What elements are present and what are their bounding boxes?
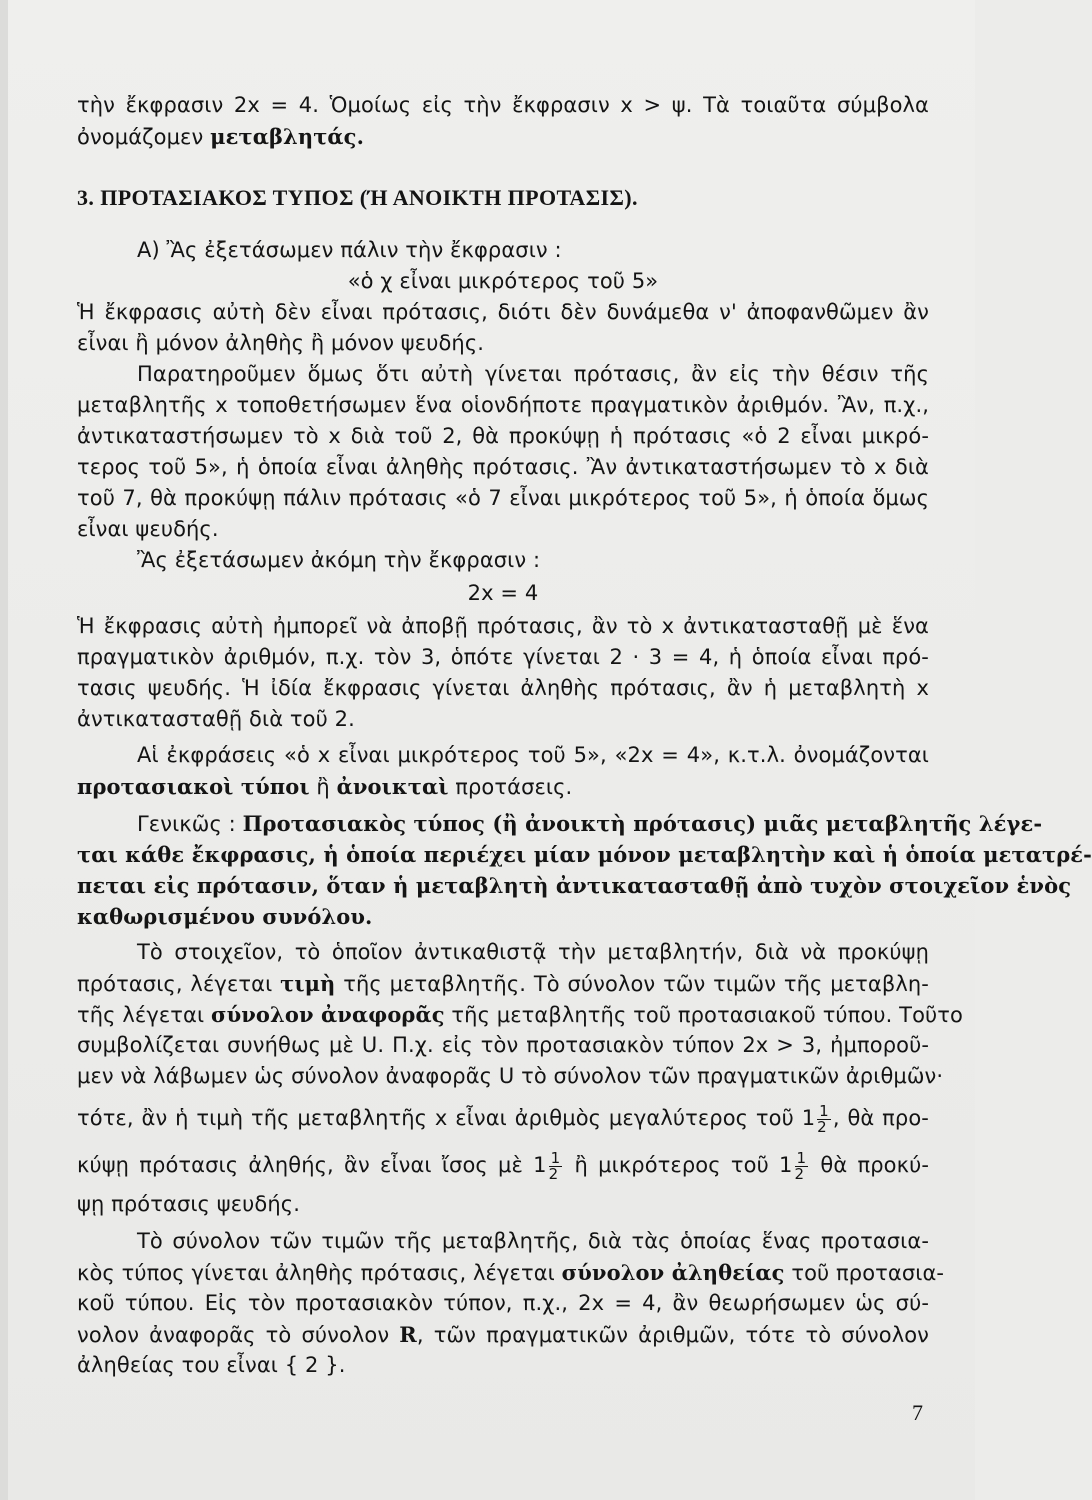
text-line [77,968,929,1000]
text-line [77,121,364,153]
text-line [77,1103,929,1135]
text-line [77,808,1043,840]
text-run: τασις ψευδής. Ἡ ἰδία ἔκφρασις γίνεται ἀληθὴς πρότασις, ἂν ἡ μεταβλητὴ x [77,676,929,700]
fraction [794,1148,809,1183]
text-line [77,1189,300,1220]
text-line [77,870,1072,902]
bold-term: καθωρισμένου συνόλου. [77,904,373,929]
text-run: Ἂς ἐξετάσωμεν ἀκόμη τὴν ἔκφρασιν : [137,548,541,572]
text-run: Γενικῶς : [137,812,243,836]
text-line [77,328,484,359]
text-run: κὸς τύπος γίνεται ἀληθὴς πρότασις, λέγεται [77,1261,562,1285]
text-line [77,1288,929,1319]
text-run: θὰ προκύ- [810,1153,930,1177]
text-line [77,359,929,390]
text-run: τὴν ἔκφρασιν 2x = 4. Ὁμοίως εἰς τὴν ἔκφρασιν x > ψ. Τὰ τοιαῦτα σύμβολα [77,93,929,117]
bold-term: προτασιακοὶ τύποι [77,774,310,799]
bold-term: ἀνοικταὶ [336,774,449,799]
text-run: τερος τοῦ 5», ἡ ὁποία εἶναι ἀληθὴς πρότασις. Ἂν ἀντικαταστήσωμεν τὸ x διὰ [77,455,929,479]
text-line [77,642,929,673]
text-line [77,937,929,968]
text-run: κοῦ τύπου. Εἰς τὸν προτασιακὸν τύπον, π.χ., 2x = 4, ἂν θεωρήσωμεν ὡς σύ- [77,1291,929,1315]
text-run: τῆς λέγεται [77,1003,211,1027]
fraction-numerator: 1 [796,1148,807,1167]
section-heading: 3. ΠΡΟΤΑΣΙΑΚΟΣ ΤΥΠΟΣ (Ή ΑΝΟΙΚΤΗ ΠΡΟΤΑΣΙΣ). [77,185,638,210]
text-run: ψῃ πρότασις ψευδής. [77,1192,300,1216]
text-run: πρότασις, λέγεται [77,972,281,996]
text-run: 2x = 4 [467,581,539,605]
fraction [548,1148,563,1183]
text-run: , θὰ προ- [832,1106,929,1130]
bold-term: σύνολον ἀναφορᾶς [210,1002,445,1027]
fraction-numerator: 1 [550,1148,561,1167]
text-line [77,611,929,642]
bold-term: μεταβλητάς. [210,124,364,149]
text-line [77,901,372,933]
fraction-denominator: 2 [548,1164,559,1183]
text-line [77,90,929,121]
fraction-denominator: 2 [794,1164,805,1183]
text-run: ὀνομάζομεν [77,125,211,149]
text-line [77,704,355,735]
text-line [77,1350,345,1381]
text-run: ἀντικαταστήσωμεν τὸ x διὰ τοῦ 2, θὰ προκύψῃ ἡ πρότασις «ὁ 2 εἶναι μικρό- [77,424,929,448]
text-line [77,771,572,803]
text-run: τῆς μεταβλητῆς τοῦ προτασιακοῦ τύπου. Τοῦτο [444,1003,963,1027]
fraction-numerator: 1 [819,1101,829,1120]
text-run: Ἡ ἔκφρασις αὐτὴ δὲν εἶναι πρότασις, διότι δὲν δυνάμεθα ν' ἀποφανθῶμεν ἂν [77,300,929,324]
text-run: συμβολίζεται συνήθως μὲ U. Π.χ. εἰς τὸν προτασιακὸν τύπον 2x > 3, ἠμποροῦ- [77,1033,929,1057]
text-run: Ἡ ἔκφρασις αὐτὴ ἠμπορεῖ νὰ ἀποβῇ πρότασις, ἂν τὸ x ἀντικατασταθῇ μὲ ἕνα [77,614,929,638]
text-line [77,1150,929,1182]
text-run: Τὸ σύνολον τῶν τιμῶν τῆς μεταβλητῆς, διὰ τὰς ὁποίας ἕνας προτασια- [137,1229,929,1253]
bold-term: ται κάθε ἔκφρασις, ἡ ὁποία περιέχει μίαν μόνον μεταβλητὴν καὶ ἡ ὁποία μετατρέ- [77,842,1092,867]
text-line [77,1061,944,1092]
text-line [77,235,929,266]
text-run: ἢ μικρότερος τοῦ 1 [564,1153,793,1177]
text-run: κύψῃ πρότασις ἀληθής, ἂν εἶναι ἴσος μὲ 1 [77,1153,547,1177]
text-line [77,266,929,297]
text-run: Α) Ἂς ἐξετάσωμεν πάλιν τὴν ἔκφρασιν : [137,238,562,262]
text-run: μεν νὰ λάβωμεν ὡς σύνολον ἀναφορᾶς U τὸ σύνολον τῶν πραγματικῶν ἀριθμῶν· [77,1064,944,1088]
text-run: «ὁ χ εἶναι μικρότερος τοῦ 5» [347,269,659,293]
text-run: προτάσεις. [448,775,573,799]
bold-term: R [399,1322,417,1347]
bold-term: πεται εἰς πρότασιν, ὅταν ἡ μεταβλητὴ ἀντικατασταθῇ ἀπὸ τυχὸν στοιχεῖον ἑνὸς [77,873,1072,898]
text-line [77,839,1092,871]
text-line [77,1257,945,1289]
page-spine [0,0,8,1500]
bold-term: Προτασιακὸς τύπος (ἢ ἀνοικτὴ πρότασις) μιᾶς μεταβλητῆς λέγε- [242,811,1043,836]
fraction-denominator: 2 [817,1117,827,1136]
text-line [77,421,929,452]
text-line [77,514,219,545]
text-run: πραγματικὸν ἀριθμόν, π.χ. τὸν 3, ὁπότε γίνεται 2 · 3 = 4, ἡ ὁποία εἶναι πρό- [77,645,929,669]
text-run: Τὸ στοιχεῖον, τὸ ὁποῖον ἀντικαθιστᾷ τὴν μεταβλητήν, διὰ νὰ προκύψῃ [137,940,929,964]
text-line [77,673,929,704]
text-line [77,1226,929,1257]
text-line [77,483,929,514]
bold-term: σύνολον ἀληθείας [561,1260,785,1285]
text-run: ἀντικατασταθῇ διὰ τοῦ 2. [77,707,355,731]
text-run: μεταβλητῆς x τοποθετήσωμεν ἕνα οἱονδήποτε πραγματικὸν ἀριθμόν. Ἂν, π.χ., [77,393,929,417]
text-line [77,578,929,609]
bold-term: τιμὴ [280,971,336,996]
text-run: ἀληθείας του εἶναι { 2 }. [77,1353,346,1377]
text-run: τότε, ἂν ἡ τιμὴ τῆς μεταβλητῆς x εἶναι ἀριθμὸς μεγαλύτερος τοῦ 1 [77,1106,816,1130]
text-run: ἢ [309,775,337,799]
text-run: εἶναι ἢ μόνον ἀληθὴς ἢ μόνον ψευδής. [77,331,485,355]
text-run: , τῶν πραγματικῶν ἀριθμῶν, τότε τὸ σύνολον [416,1323,930,1347]
text-line [77,452,929,483]
text-run: νολον ἀναφορᾶς τὸ σύνολον [77,1323,400,1347]
text-run: Παρατηροῦμεν ὅμως ὅτι αὐτὴ γίνεται πρότασις, ἂν εἰς τὴν θέσιν τῆς [137,362,929,386]
text-line [77,390,929,421]
text-run: τοῦ 7, θὰ προκύψῃ πάλιν πρότασις «ὁ 7 εἶναι μικρότερος τοῦ 5», ἡ ὁποία ὅμως [77,486,929,510]
text-line [77,182,638,214]
page-number: 7 [912,1400,923,1425]
text-line [77,999,963,1031]
text-run: τοῦ προτασια- [784,1261,945,1285]
text-line [77,297,929,328]
text-line [77,740,929,771]
text-run: τῆς μεταβλητῆς. Τὸ σύνολον τῶν τιμῶν τῆς μεταβλη- [335,972,929,996]
text-line [77,545,929,576]
fraction [817,1101,831,1136]
text-line [77,1030,929,1061]
text-run: εἶναι ψευδής. [77,517,219,541]
text-run: Αἱ ἐκφράσεις «ὁ x εἶναι μικρότερος τοῦ 5», «2x = 4», κ.τ.λ. ὀνομάζονται [137,743,929,767]
text-line [77,1319,929,1351]
